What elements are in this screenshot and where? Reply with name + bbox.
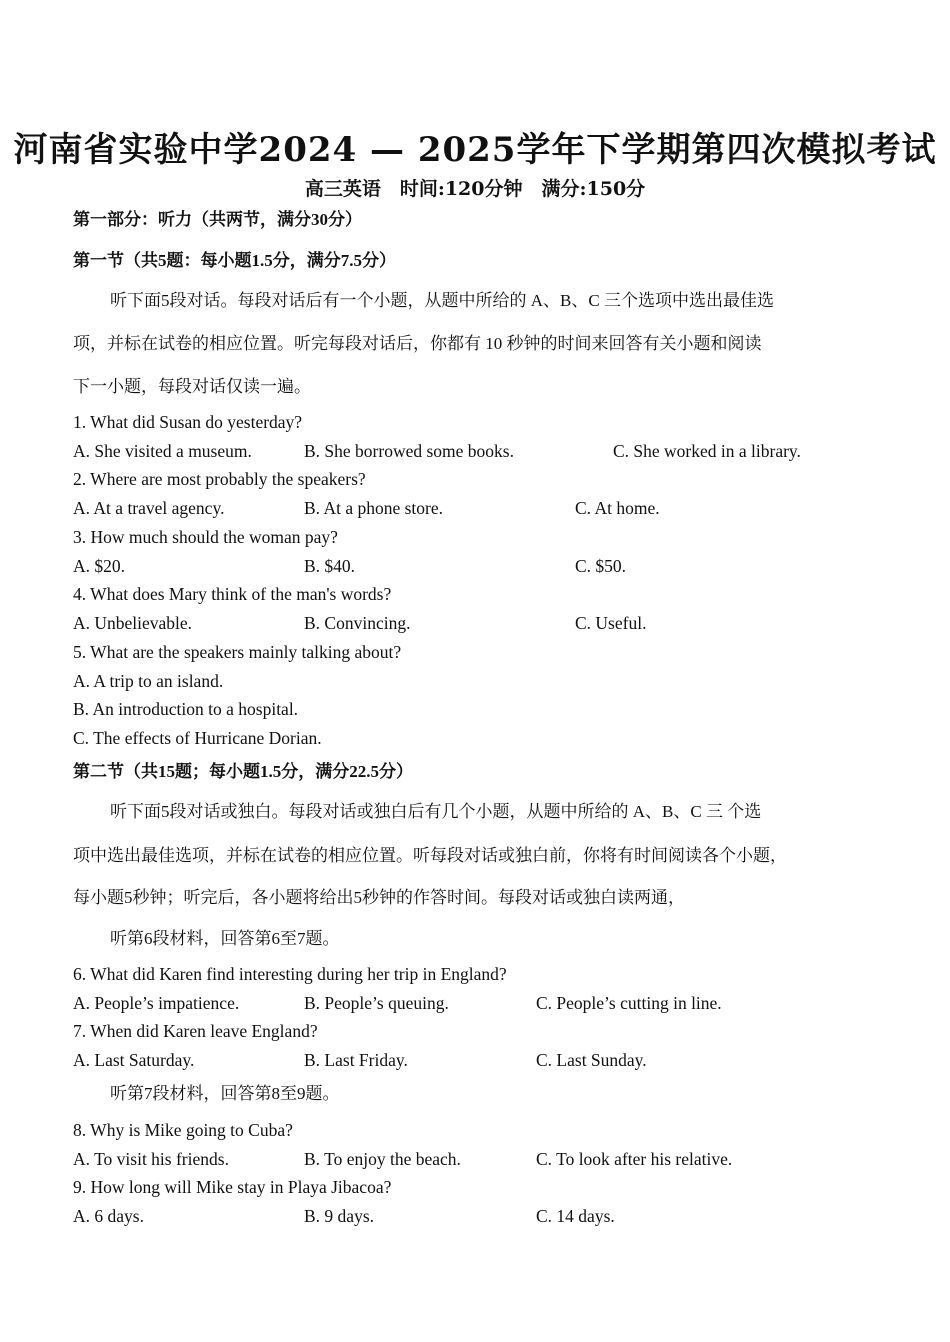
option-b: B. 9 days. <box>304 1206 374 1226</box>
question-stem: 4. What does Mary think of the man's words? <box>73 584 392 604</box>
option-b: B. To enjoy the beach. <box>304 1149 461 1169</box>
option-b: B. At a phone store. <box>304 498 444 518</box>
section1-instruction-line: 项，并标在试卷的相应位置。听完每段对话后，你都有 10 秒钟的时间来回答有关小题和阅读 <box>73 334 762 353</box>
section1-heading: 第一节（共5题：每小题1.5分，满分7.5分） <box>73 251 396 270</box>
option-c: C. She worked in a library. <box>613 441 801 461</box>
option-b: B. People’s queuing. <box>304 993 449 1013</box>
section1-instruction-line: 下一小题，每段对话仅读一遍。 <box>73 377 311 396</box>
option-a: A. 6 days. <box>73 1206 144 1226</box>
option-c: C. At home. <box>575 498 660 518</box>
option-a: A. Unbelievable. <box>73 613 193 633</box>
option-b: B. An introduction to a hospital. <box>73 699 299 719</box>
section1-instruction-line: 听下面5段对话。每段对话后有一个小题，从题中所给的 A、B、C 三个选项中选出最佳选 <box>110 291 774 310</box>
option-a: A. To visit his friends. <box>73 1149 229 1169</box>
option-c: C. People’s cutting in line. <box>536 993 722 1013</box>
question-stem: 5. What are the speakers mainly talking about? <box>73 642 402 662</box>
section2-instruction-line: 项中选出最佳选项，并标在试卷的相应位置。听每段对话或独白前，你将有时间阅读各个小题， <box>73 846 787 865</box>
option-a: A. Last Saturday. <box>73 1050 195 1070</box>
option-b: B. She borrowed some books. <box>304 441 514 461</box>
option-c: C. To look after his relative. <box>536 1149 733 1169</box>
section2-instruction-line: 每小题5秒钟；听完后，各小题将给出5秒钟的作答时间。每段对话或独白读两通， <box>73 888 685 907</box>
option-a: A. People’s impatience. <box>73 993 240 1013</box>
material-instruction: 听第6段材料，回答第6至7题。 <box>110 929 340 948</box>
exam-subtitle: 高三英语 时间:120分钟 满分:150分 <box>304 178 646 200</box>
exam-title: 河南省实验中学2024 — 2025学年下学期第四次模拟考试 <box>13 130 937 170</box>
option-b: B. $40. <box>304 556 356 576</box>
section2-instruction-line: 听下面5段对话或独白。每段对话或独白后有几个小题，从题中所给的 A、B、C 三 个选 <box>110 802 762 821</box>
question-stem: 7. When did Karen leave England? <box>73 1021 318 1041</box>
option-a: A. She visited a museum. <box>73 441 252 461</box>
material-instruction: 听第7段材料，回答第8至9题。 <box>110 1084 340 1103</box>
question-stem: 3. How much should the woman pay? <box>73 527 338 547</box>
question-stem: 9. How long will Mike stay in Playa Jibacoa? <box>73 1177 392 1197</box>
section2-heading: 第二节（共15题；每小题1.5分，满分22.5分） <box>73 762 413 781</box>
option-c: C. Last Sunday. <box>536 1050 647 1070</box>
option-b: B. Last Friday. <box>304 1050 408 1070</box>
question-stem: 8. Why is Mike going to Cuba? <box>73 1120 293 1140</box>
question-stem: 6. What did Karen find interesting during her trip in England? <box>73 964 507 984</box>
question-stem: 1. What did Susan do yesterday? <box>73 412 303 432</box>
option-c: C. The effects of Hurricane Dorian. <box>73 728 322 748</box>
option-a: A. At a travel agency. <box>73 498 225 518</box>
question-stem: 2. Where are most probably the speakers? <box>73 469 366 489</box>
option-a: A. $20. <box>73 556 126 576</box>
part1-heading: 第一部分：听力（共两节，满分30分） <box>73 210 362 229</box>
option-b: B. Convincing. <box>304 613 411 633</box>
option-c: C. 14 days. <box>536 1206 615 1226</box>
option-c: C. $50. <box>575 556 627 576</box>
option-c: C. Useful. <box>575 613 647 633</box>
option-a: A. A trip to an island. <box>73 671 224 691</box>
